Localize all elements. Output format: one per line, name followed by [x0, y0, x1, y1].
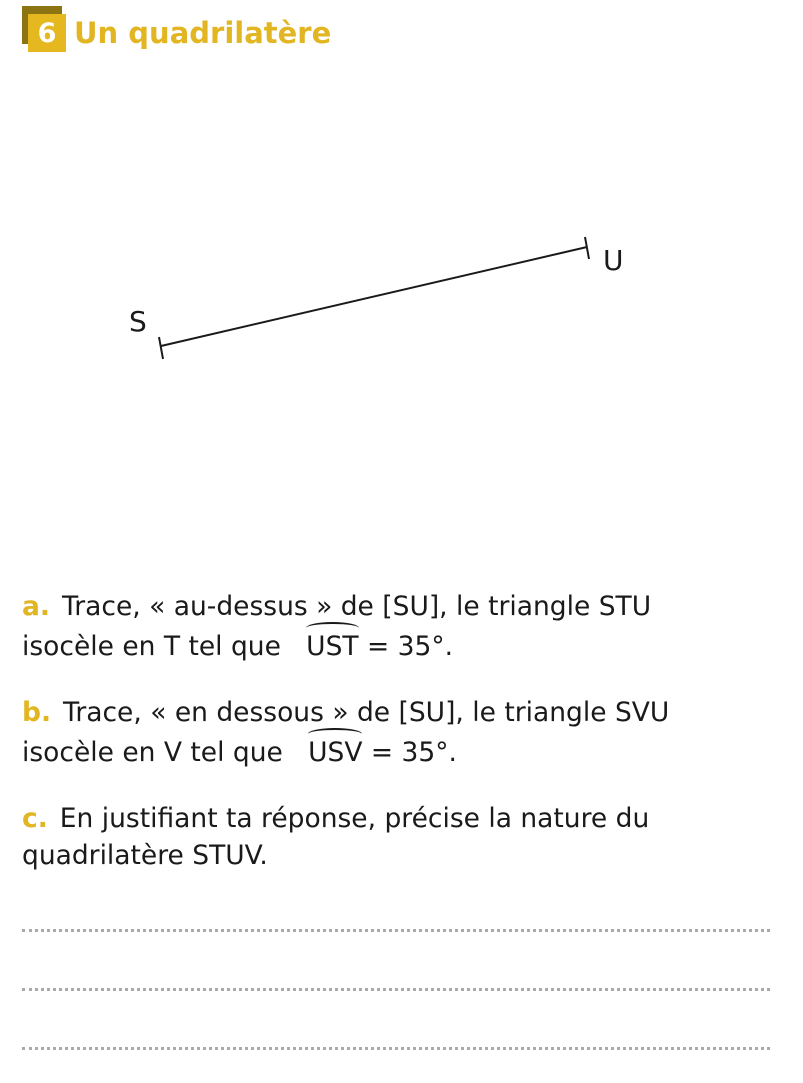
question-letter: c.	[22, 803, 48, 834]
exercise-title: Un quadrilatère	[74, 16, 332, 50]
point-label-s: S	[129, 305, 147, 338]
question-a-line2	[22, 626, 782, 665]
question-a-text: Trace, « au-dessus » de [SU], le triangle STU	[61, 591, 652, 622]
question-b-prefix: isocèle en V tel que	[22, 737, 283, 768]
answer-line[interactable]	[22, 988, 770, 991]
answer-line[interactable]	[22, 929, 770, 932]
tick-mark-s	[159, 337, 163, 359]
question-b-line2	[22, 732, 782, 771]
question-c-text: En justifiant ta réponse, précise la nature du	[59, 803, 650, 834]
question-b-suffix: = 35°.	[362, 737, 457, 768]
angle-usv	[308, 732, 362, 771]
angle-label: UST	[306, 631, 359, 662]
question-letter: b.	[22, 697, 52, 728]
question-a-suffix: = 35°.	[358, 631, 454, 662]
angle-hat-mark	[308, 728, 362, 740]
question-b	[22, 694, 782, 771]
question-letter: a.	[22, 591, 50, 622]
question-c-line1	[22, 800, 782, 837]
point-label-u: U	[603, 244, 624, 277]
angle-hat-mark	[306, 622, 358, 634]
question-b-line1	[22, 694, 782, 731]
question-c	[22, 800, 782, 874]
angle-label: USV	[308, 737, 363, 768]
exercise-number: 6	[28, 14, 66, 52]
question-a-prefix: isocèle en T tel que	[22, 631, 281, 662]
angle-ust	[306, 626, 358, 665]
segment-su	[161, 247, 587, 346]
question-a-line1	[22, 588, 782, 625]
question-a	[22, 588, 782, 665]
question-b-text: Trace, « en dessous » de [SU], le triangle SVU	[63, 697, 670, 728]
question-c-line2: quadrilatère STUV.	[22, 840, 268, 871]
answer-line[interactable]	[22, 1047, 770, 1050]
